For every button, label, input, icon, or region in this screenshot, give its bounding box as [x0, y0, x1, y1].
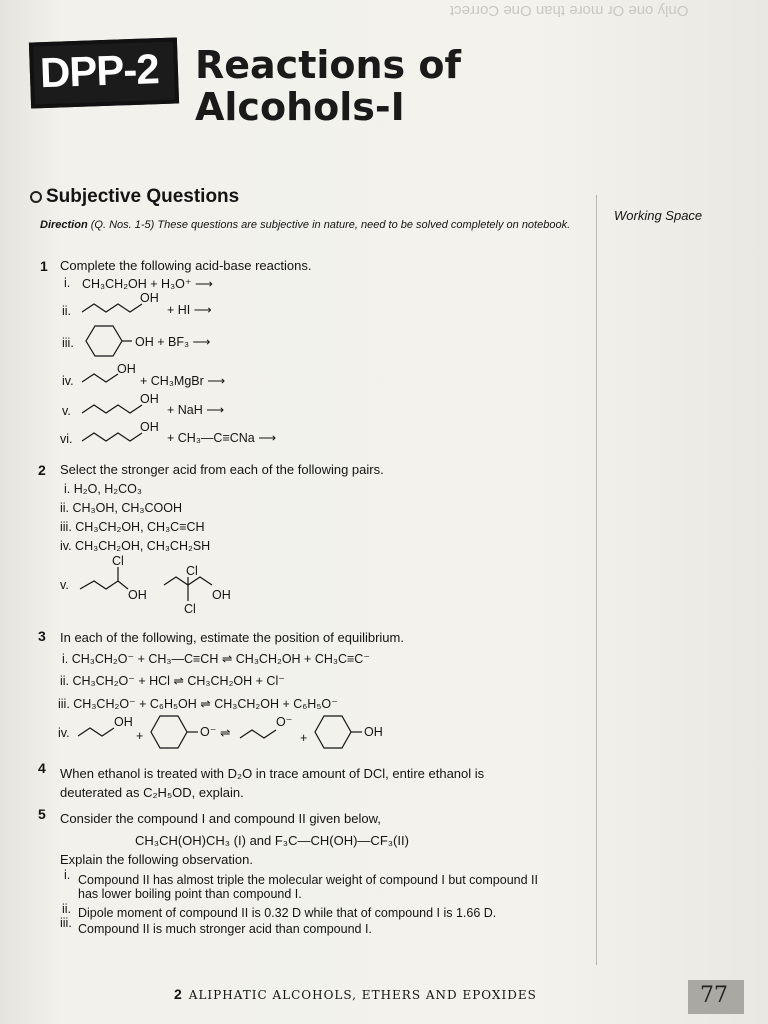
q2-v-oh-1: OH: [128, 588, 147, 602]
q3-iv-ominus-1: O⁻: [200, 725, 217, 739]
q1-ii-oh: OH: [140, 291, 159, 305]
q1-iv-structure: [82, 362, 142, 388]
section-heading: [30, 186, 239, 208]
q5-formula: CH₃CH(OH)CH₃ (I) and F₃C—CH(OH)—CF₃(II): [135, 833, 409, 848]
q3-i: i. CH₃CH₂O⁻ + CH₃—C≡CH ⇌ CH₃CH₂OH + CH₃C≡C⁻: [62, 652, 370, 666]
q5-i-label: i.: [64, 868, 71, 882]
q4-line2: deuterated as C₂H₅OD, explain.: [60, 785, 244, 800]
q1-i-text: CH₃CH₂OH + H₃O⁺ ⟶: [82, 277, 213, 291]
footer-chapter: [174, 986, 537, 1002]
q3-number: 3: [38, 628, 46, 644]
q1-number: 1: [40, 258, 48, 274]
q2-ii: ii. CH₃OH, CH₃COOH: [60, 501, 182, 515]
q1-vi-label: vi.: [60, 432, 73, 446]
q1-v-oh: OH: [140, 392, 159, 406]
q2-v-cl-1: Cl: [112, 554, 124, 568]
q4-line1: When ethanol is treated with D₂O in trace amount of DCl, entire ethanol is: [60, 766, 485, 781]
q1-text: Complete the following acid-base reactions.: [60, 258, 312, 273]
bleed-through-text: Only one Or more than One Correct: [450, 2, 689, 19]
column-divider: [596, 195, 597, 965]
q3-iv-label: iv.: [58, 726, 70, 740]
q3-iv-oh-1: OH: [114, 715, 133, 729]
q1-iv-text: + CH₃MgBr ⟶: [140, 374, 226, 388]
q3-iii: iii. CH₃CH₂O⁻ + C₆H₅OH ⇌ CH₃CH₂OH + C₆H₅O⁻: [58, 697, 338, 711]
q1-v-text: + NaH ⟶: [167, 403, 225, 417]
q1-vi-text: + CH₃—C≡CNa ⟶: [167, 431, 277, 445]
q1-i-label: i.: [64, 276, 71, 290]
bullet-icon: [30, 191, 42, 203]
q1-ii-label: ii.: [62, 304, 72, 318]
q2-v-cl-2: Cl: [186, 564, 198, 578]
q2-number: 2: [38, 462, 46, 478]
q2-text: Select the stronger acid from each of the following pairs.: [60, 462, 384, 477]
q1-iv-oh: OH: [117, 362, 136, 376]
q2-i: i. H₂O, H₂CO₃: [64, 482, 142, 496]
direction-label: Direction: [40, 219, 88, 231]
q1-iii-text: OH + BF₃ ⟶: [135, 335, 211, 349]
q3-iv-equilibrium: ⇌: [220, 726, 231, 740]
q2-v-oh-2: OH: [212, 588, 231, 602]
q1-ii-structure: [82, 290, 172, 318]
q3-text: In each of the following, estimate the position of equilibrium.: [60, 630, 404, 645]
q5-number: 5: [38, 806, 46, 822]
footer-chapter-title: ALIPHATIC ALCOHOLS, ETHERS AND EPOXIDES: [188, 988, 537, 1002]
q1-v-label: v.: [62, 404, 71, 418]
q3-iv-plus-2: +: [300, 731, 308, 745]
q5-explain: Explain the following observation.: [60, 852, 253, 867]
q3-iv-plus-1: +: [136, 729, 144, 743]
direction-text: [40, 218, 580, 232]
q2-v-structures: [80, 555, 240, 615]
direction-body: (Q. Nos. 1-5) These questions are subjective in nature, need to be solved completely on notebook.: [90, 219, 571, 231]
dpp-badge: [29, 37, 179, 108]
title-line-2: Alcohols-I: [195, 85, 405, 129]
section-title: Subjective Questions: [46, 186, 240, 207]
q5-iii-text: Compound II is much stronger acid than compound I.: [78, 922, 372, 936]
q2-v-label: v.: [60, 578, 69, 592]
q3-iv-ominus-2: O⁻: [276, 715, 293, 729]
q5-i-text1: Compound II has almost triple the molecular weight of compound I but compound II: [78, 873, 538, 887]
title-line-1: Reactions of: [195, 43, 462, 87]
q2-iv: iv. CH₃CH₂OH, CH₃CH₂SH: [60, 539, 211, 553]
page-title: [195, 44, 461, 128]
q5-line1: Consider the compound I and compound II given below,: [60, 811, 381, 826]
q1-iii-label: iii.: [62, 336, 74, 350]
q4-number: 4: [38, 760, 46, 776]
page-number-box: [688, 980, 744, 1014]
q5-i-text2: has lower boiling point than compound I.: [78, 887, 302, 901]
q2-v-cl-3: Cl: [184, 602, 196, 616]
q1-iii-cyclohexane: [86, 324, 126, 360]
q5-iii-label: iii.: [60, 916, 72, 930]
q3-iv-oh-2: OH: [364, 725, 383, 739]
footer-chapter-num: 2: [174, 986, 183, 1002]
q1-vi-structure: [82, 419, 172, 447]
q1-iv-label: iv.: [62, 374, 74, 388]
working-space-label: Working Space: [614, 208, 703, 223]
q5-ii-text: Dipole moment of compound II is 0.32 D while that of compound I is 1.66 D.: [78, 906, 497, 920]
page-number: 77: [700, 983, 728, 1008]
q3-ii: ii. CH₃CH₂O⁻ + HCl ⇌ CH₃CH₂OH + Cl⁻: [60, 674, 285, 688]
q1-vi-oh: OH: [140, 420, 159, 434]
q2-iii: iii. CH₃CH₂OH, CH₃C≡CH: [60, 520, 205, 534]
q5-ii-label: ii.: [62, 902, 72, 916]
q1-ii-text: + HI ⟶: [167, 303, 212, 317]
q3-iv-structures: [78, 712, 398, 752]
q1-v-structure: [82, 391, 172, 419]
dpp-badge-label: DPP-2: [39, 45, 160, 97]
